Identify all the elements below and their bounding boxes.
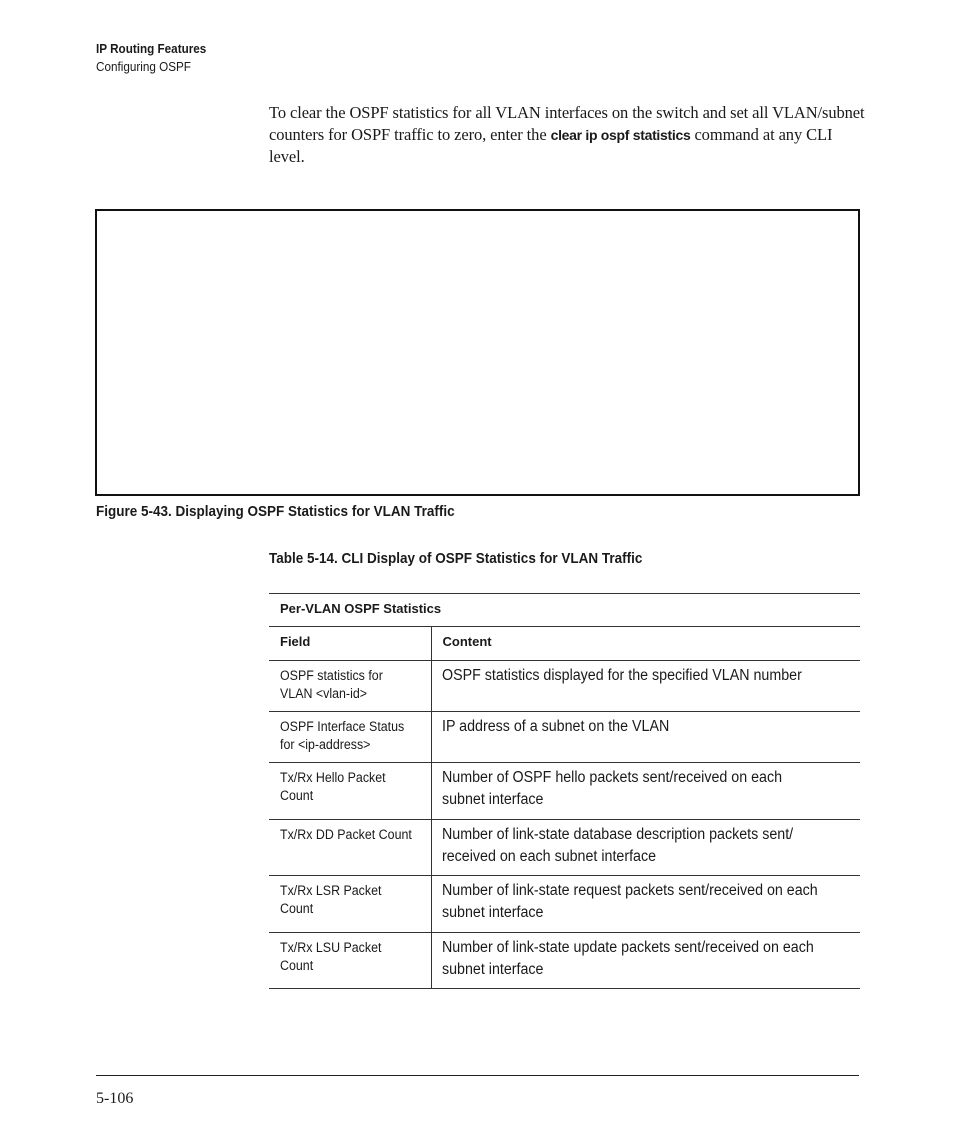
table-row xyxy=(269,763,860,820)
command-name: clear ip ospf statistics xyxy=(550,127,691,143)
content-cell: OSPF statistics displayed for the specified VLAN number xyxy=(431,661,860,712)
figure-caption: Figure 5-43. Displaying OSPF Statistics for VLAN Traffic xyxy=(96,503,455,520)
footer-rule xyxy=(96,1075,859,1076)
content-cell: Number of link-state update packets sent/received on each subnet interface xyxy=(431,933,860,989)
table-row xyxy=(269,712,860,763)
content-cell: Number of link-state request packets sent/received on each subnet interface xyxy=(431,876,860,933)
figure-frame xyxy=(95,209,860,496)
field-cell: Tx/Rx LSU Packet Count xyxy=(269,933,431,989)
intro-text-after: command at any CLI level. xyxy=(269,125,833,166)
table-row xyxy=(269,876,860,933)
table-column-header-row xyxy=(269,627,860,661)
intro-text-before: To clear the OSPF statistics for all VLAN interfaces on the switch and set all VLAN/subnet counters for OSPF traffic to zero, enter the xyxy=(269,103,865,144)
field-cell: Tx/Rx Hello Packet Count xyxy=(269,763,431,820)
table-group-header: Per-VLAN OSPF Statistics xyxy=(269,594,860,627)
table-row xyxy=(269,820,860,876)
content-cell: IP address of a subnet on the VLAN xyxy=(431,712,860,763)
column-header-field: Field xyxy=(269,627,431,661)
content-cell: Number of OSPF hello packets sent/received on each subnet interface xyxy=(431,763,860,820)
field-cell: OSPF Interface Status for <ip-address> xyxy=(269,712,431,763)
field-cell: Tx/Rx DD Packet Count xyxy=(269,820,431,876)
running-header xyxy=(96,40,206,76)
ospf-statistics-table xyxy=(269,593,860,989)
field-cell: OSPF statistics for VLAN <vlan-id> xyxy=(269,661,431,712)
page-number: 5-106 xyxy=(96,1090,134,1107)
table-caption: Table 5-14. CLI Display of OSPF Statistics for VLAN Traffic xyxy=(269,550,643,567)
section-title: Configuring OSPF xyxy=(96,59,191,74)
intro-paragraph xyxy=(269,102,869,168)
content-cell: Number of link-state database description packets sent/ received on each subnet interface xyxy=(431,820,860,876)
table-group-header-row xyxy=(269,594,860,627)
field-cell: Tx/Rx LSR Packet Count xyxy=(269,876,431,933)
table-row xyxy=(269,661,860,712)
chapter-title: IP Routing Features xyxy=(96,41,207,56)
table-row xyxy=(269,933,860,989)
column-header-content: Content xyxy=(431,627,860,661)
